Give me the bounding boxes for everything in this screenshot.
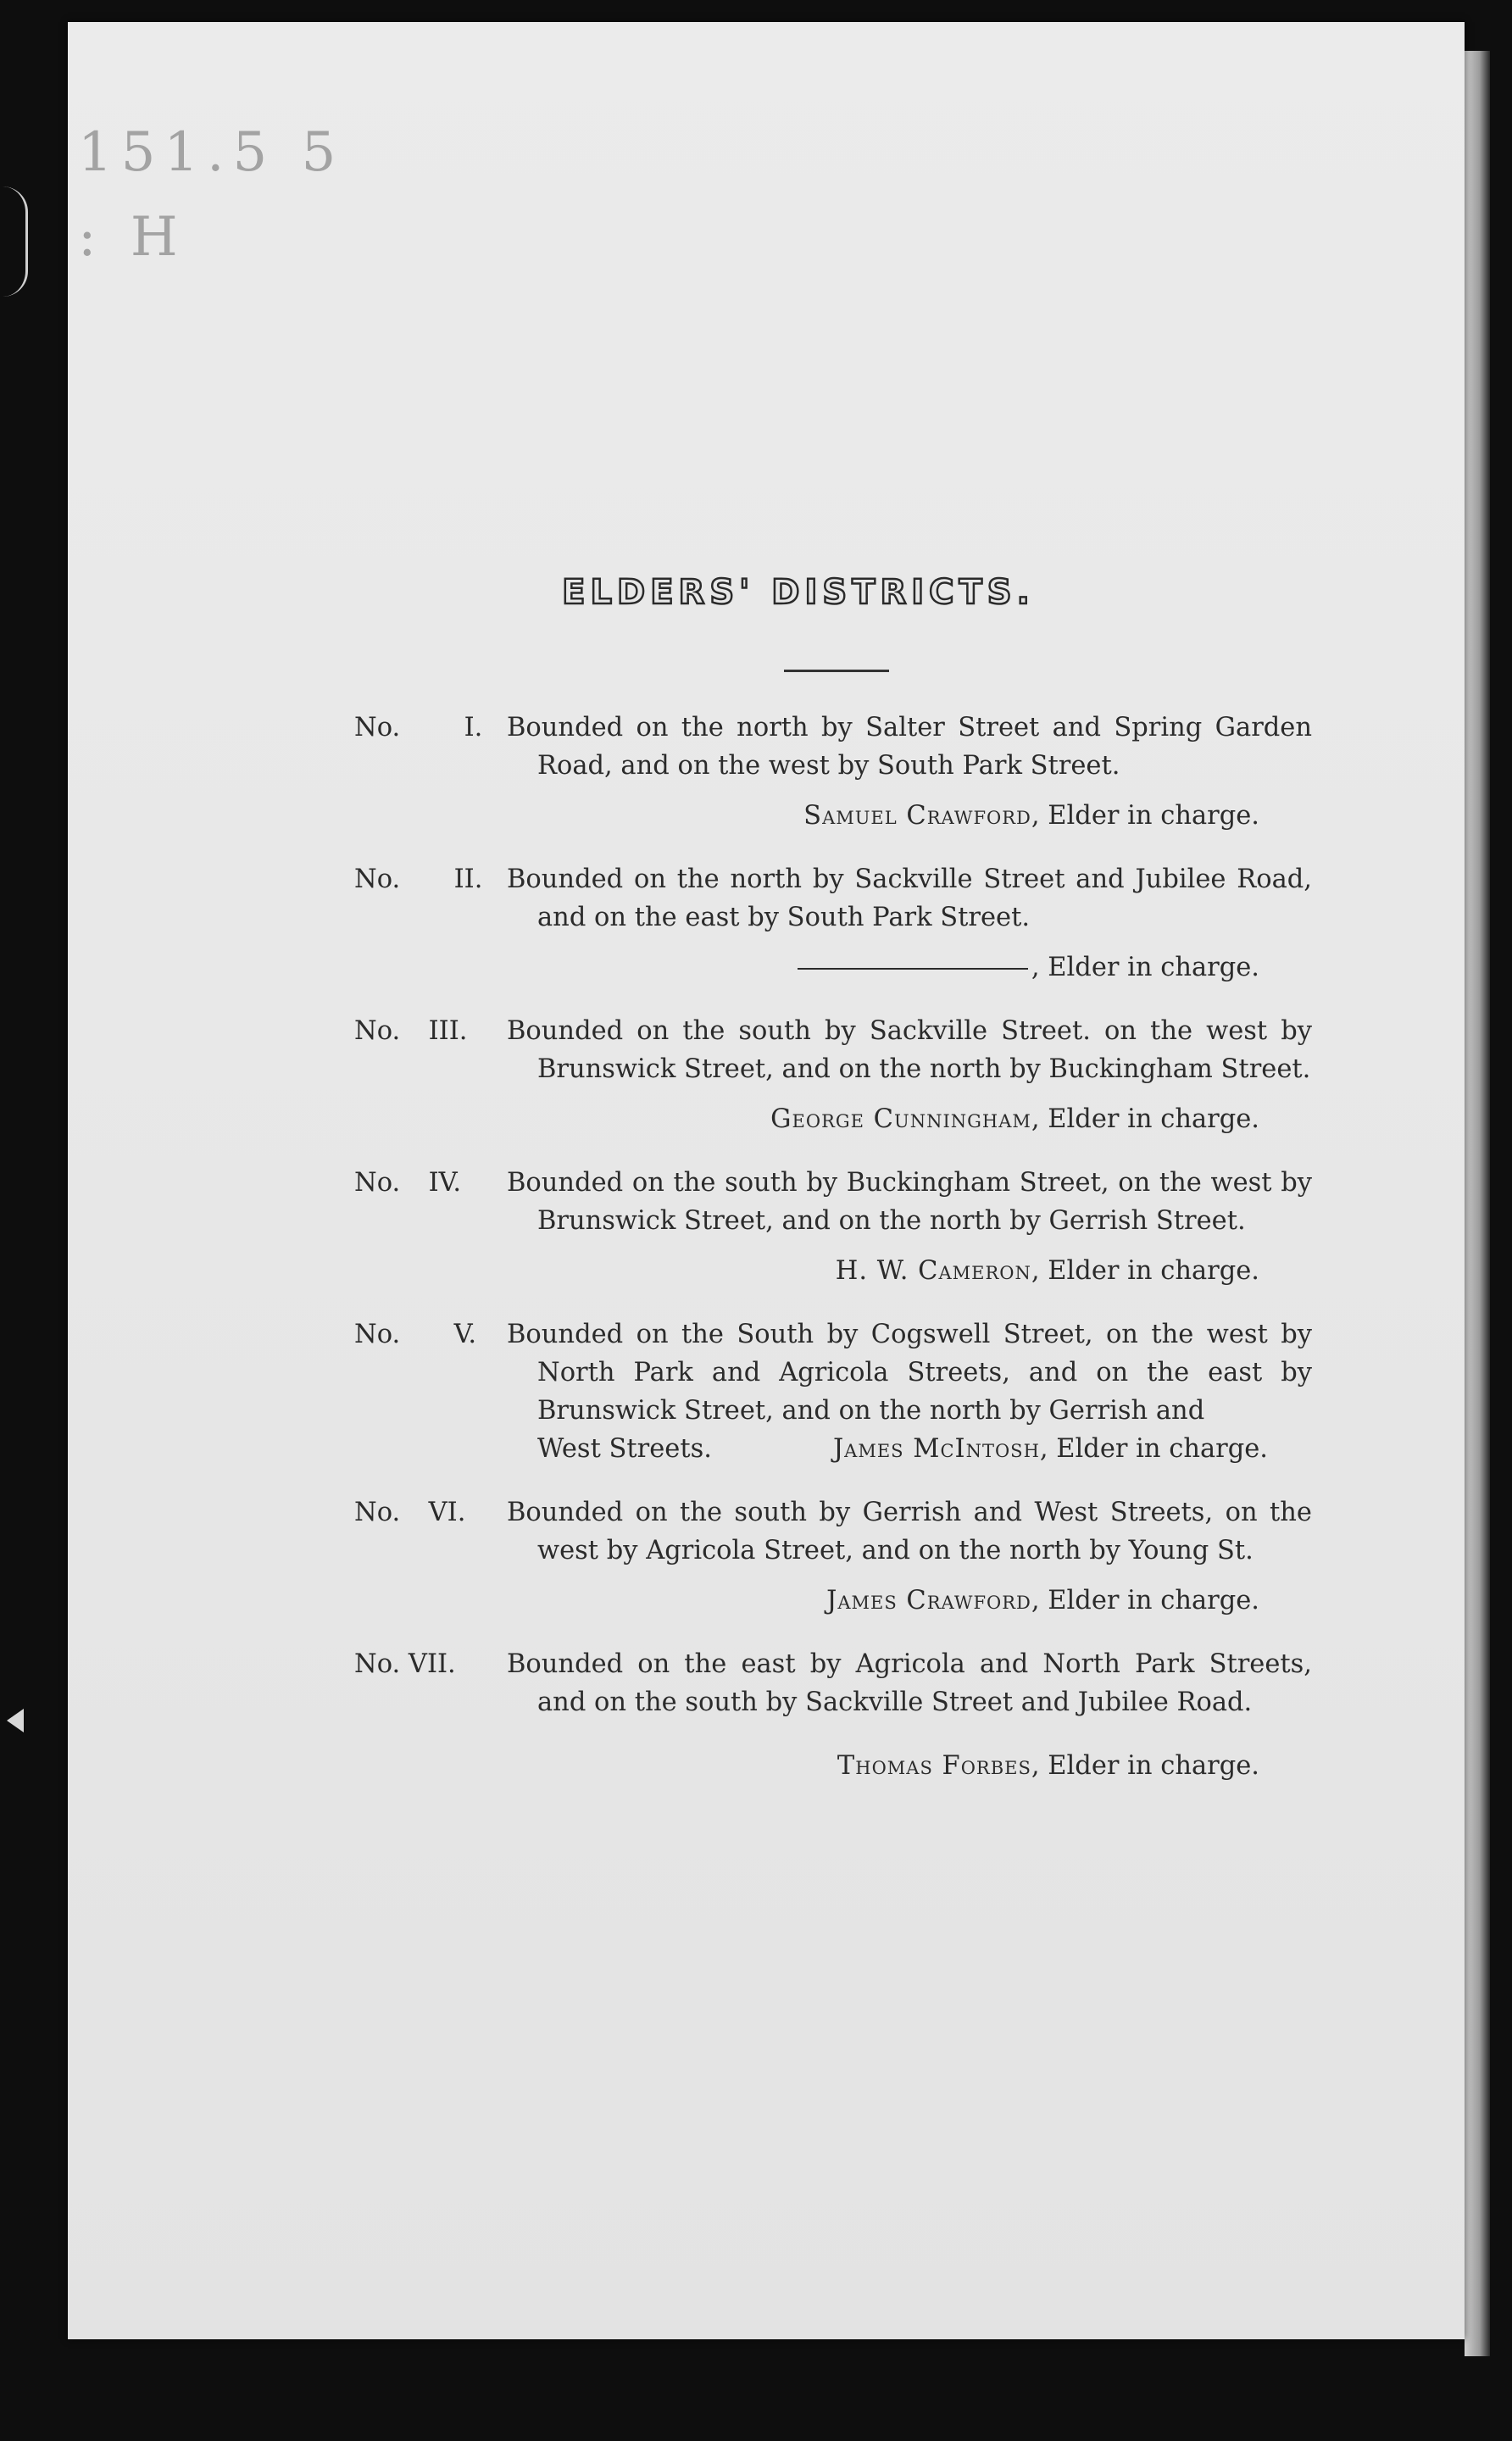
- elder-suffix: , Elder in charge.: [1031, 1751, 1259, 1781]
- district-number: [354, 860, 507, 987]
- district-number: [354, 1493, 507, 1620]
- district-number: [354, 1012, 507, 1138]
- district-number: [354, 1645, 507, 1785]
- elder-suffix: , Elder in charge.: [1039, 1434, 1268, 1464]
- district-number-prefix: No.: [354, 713, 401, 742]
- district-boundaries: Bounded on the south by Buckingham Street, on the west by Brunswick Street, and on the north by Gerrish Street.: [507, 1168, 1312, 1236]
- district-number-prefix: No.: [354, 865, 401, 894]
- elder-suffix: , Elder in charge.: [1031, 1586, 1259, 1615]
- elder-name: Samuel Crawford: [803, 801, 1031, 831]
- district-numeral: III.: [428, 1016, 468, 1046]
- elder-line: [507, 1747, 1312, 1785]
- district-body: [507, 1493, 1312, 1620]
- elder-name: James McIntosh: [832, 1434, 1040, 1464]
- district-boundaries: Bounded on the north by Salter Street and Spring Garden Road, and on the west by South Park Street.: [507, 713, 1312, 781]
- elder-name: H. W. Cameron: [835, 1256, 1031, 1286]
- district-numeral: VII.: [408, 1649, 456, 1679]
- elder-line: [507, 797, 1312, 835]
- elder-line: [833, 1430, 1312, 1468]
- district-number: [354, 1315, 507, 1468]
- district-numeral: II.: [453, 865, 483, 894]
- elder-name: James Crawford: [826, 1586, 1031, 1615]
- elder-name: George Cunningham: [770, 1104, 1031, 1134]
- district-entry: [354, 1315, 1312, 1468]
- binding-tab: [0, 186, 28, 297]
- district-number-prefix: No.: [354, 1016, 401, 1046]
- district-boundaries: Bounded on the east by Agricola and North Park Streets, and on the south by Sackville Street and Jubilee Road.: [507, 1649, 1312, 1717]
- elder-line-inline: [507, 1430, 1312, 1468]
- district-boundaries-tail: West Streets.: [537, 1434, 712, 1464]
- district-numeral: IV.: [428, 1168, 462, 1198]
- elder-line: [507, 1582, 1312, 1620]
- elder-suffix: , Elder in charge.: [1031, 1256, 1259, 1286]
- district-body: [507, 1012, 1312, 1138]
- district-boundaries: Bounded on the south by Gerrish and West Streets, on the west by Agricola Street, and on the north by Young St.: [507, 1498, 1312, 1565]
- district-body: [507, 709, 1312, 835]
- district-number-prefix: No.: [354, 1168, 401, 1198]
- district-number: [354, 709, 507, 835]
- elder-name: Thomas Forbes: [837, 1751, 1031, 1781]
- district-body: [507, 860, 1312, 987]
- district-boundaries: Bounded on the South by Cogswell Street, on the west by North Park and Agricola Streets, and on the east by Brunswick Street, and on the north by Gerrish and: [507, 1320, 1312, 1426]
- district-entry: [354, 1493, 1312, 1620]
- district-numeral: V.: [453, 1320, 477, 1349]
- district-number-prefix: No.: [354, 1649, 401, 1679]
- page-edge: [1465, 51, 1490, 2356]
- district-numeral: VI.: [428, 1498, 466, 1527]
- districts-list: [354, 709, 1312, 1810]
- district-boundaries: Bounded on the north by Sackville Street and Jubilee Road, and on the east by South Park Street.: [507, 865, 1312, 932]
- district-entry: [354, 709, 1312, 835]
- district-body: [507, 1164, 1312, 1290]
- title-rule: [784, 670, 889, 672]
- blank-elder-line: [798, 968, 1028, 970]
- elder-line: [507, 1100, 1312, 1138]
- handwritten-margin-note: 151.5 5 : H: [78, 121, 345, 269]
- district-number: [354, 1164, 507, 1290]
- elder-line: [507, 948, 1312, 987]
- district-body: [507, 1645, 1312, 1785]
- elder-line: [507, 1252, 1312, 1290]
- district-entry: [354, 1164, 1312, 1290]
- page-title: ELDERS' DISTRICTS.: [562, 573, 1035, 612]
- district-entry: [354, 1645, 1312, 1785]
- district-body: [507, 1315, 1312, 1468]
- district-entry: [354, 1012, 1312, 1138]
- district-boundaries: Bounded on the south by Sackville Street. on the west by Brunswick Street, and on the north by Buckingham Street.: [507, 1016, 1312, 1084]
- elder-suffix: , Elder in charge.: [1031, 953, 1259, 982]
- district-number-prefix: No.: [354, 1320, 401, 1349]
- district-numeral: I.: [464, 713, 483, 742]
- margin-arrow-icon: [7, 1709, 24, 1732]
- district-number-prefix: No.: [354, 1498, 401, 1527]
- elder-suffix: , Elder in charge.: [1031, 801, 1259, 831]
- district-entry: [354, 860, 1312, 987]
- elder-suffix: , Elder in charge.: [1031, 1104, 1259, 1134]
